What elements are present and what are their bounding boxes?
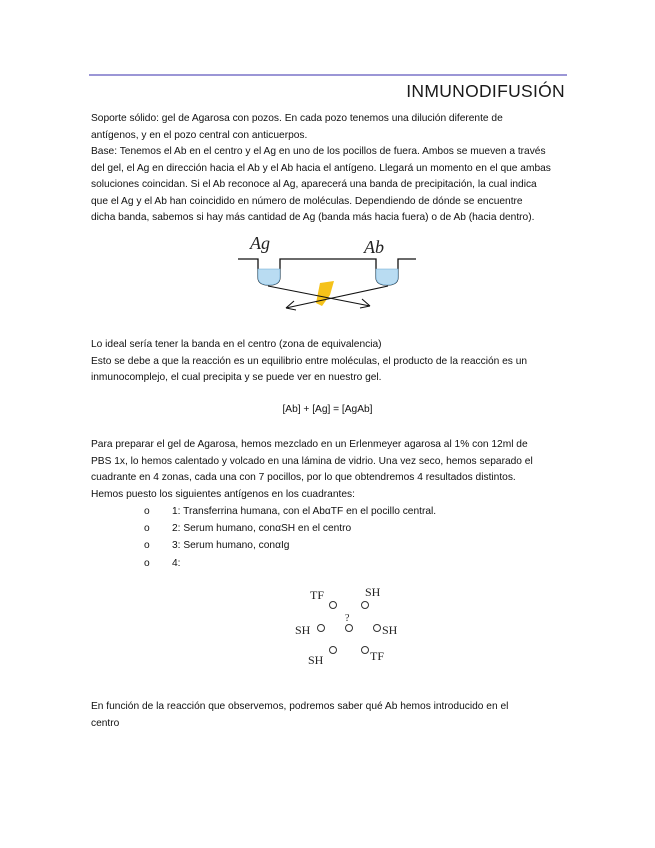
text-line: dicha banda, sabemos si hay más cantidad de Ag (banda más hacia fuera) o de Ab (hacia dentro). — [91, 212, 535, 224]
list-item — [144, 537, 436, 554]
diffusion-sketch — [236, 233, 418, 313]
bullet-icon: o — [144, 540, 150, 552]
well-circle — [317, 624, 325, 632]
text-line: En función de la reacción que observemos, podremos saber qué Ab hemos introducido en el — [91, 701, 509, 712]
text-line: del gel, el Ag en dirección hacia el Ab y el Ab hacia el antígeno. Llegará un momento en el que ambas — [91, 162, 551, 174]
precipitation-band — [316, 281, 334, 306]
list-item — [144, 520, 436, 537]
header-rule — [89, 74, 567, 76]
ideal-paragraph — [91, 337, 564, 387]
well-circle — [329, 601, 337, 609]
bullet-icon: o — [144, 557, 150, 569]
text-line: Hemos puesto los siguientes antígenos en los cuadrantes: — [91, 488, 355, 500]
text-line: que el Ag y el Ab han coincidido en número de moléculas. Dependiendo de dónde se encuentre — [91, 195, 523, 207]
list-item-text: 2: Serum humano, conαSH en el centro — [172, 523, 352, 535]
well-circle — [373, 624, 381, 632]
conclusion-paragraph — [91, 699, 564, 732]
well-label-sh: SH — [295, 623, 311, 637]
text-line: Esto se debe a que la reacción es un equilibrio entre moléculas, el producto de la reacción es un — [91, 355, 528, 367]
well-label-tf: TF — [310, 588, 325, 602]
well-label-sh: SH — [308, 653, 324, 667]
text-line: Soporte sólido: gel de Agarosa con pozos. En cada pozo tenemos una dilución diferente de — [91, 113, 503, 124]
center-well-label: ? — [345, 613, 350, 624]
text-line: cuadrante en 4 zonas, cada una con 7 pocillos, por lo que obtendremos 4 resultados distintos. — [91, 472, 516, 484]
text-line: Lo ideal sería tener la banda en el centro (zona de equivalencia) — [91, 339, 382, 350]
equation: [Ab] + [Ag] = [AgAb] — [282, 404, 373, 415]
text-line: Base: Tenemos el Ab en el centro y el Ag en uno de los pocillos de fuera. Ambos se mueven a través — [91, 146, 546, 157]
well-circle — [361, 601, 369, 609]
text-line: antígenos, y en el pozo central con anticuerpos. — [91, 129, 308, 141]
well-label-sh: SH — [382, 623, 398, 637]
ab-label: Ab — [364, 237, 384, 257]
antigen-list — [144, 503, 436, 572]
diffusion-arrow — [286, 286, 388, 308]
prep-paragraph — [91, 437, 564, 503]
center-well-circle — [345, 624, 353, 632]
arrow-head — [286, 301, 296, 310]
list-item-text: 1: Transferrina humana, con el AbαTF en el pocillo central. — [172, 506, 437, 517]
bullet-icon: o — [144, 523, 150, 535]
list-item-text: 4: — [172, 557, 181, 569]
bullet-icon: o — [144, 506, 150, 517]
text-line: soluciones coincidan. Si el Ab reconoce al Ag, aparecerá una banda de precipitación, la cual indica — [91, 179, 537, 191]
well-label-sh: SH — [365, 585, 381, 599]
text-line: Para preparar el gel de Agarosa, hemos mezclado en un Erlenmeyer agarosa al 1% con 12ml de — [91, 439, 528, 450]
ag-label: Ag — [250, 233, 270, 253]
list-item — [144, 555, 436, 572]
left-well-fluid — [258, 269, 280, 285]
list-item — [144, 503, 436, 520]
well-circle — [329, 646, 337, 654]
text-line: PBS 1x, lo hemos calentado y volcado en una lámina de vidrio. Una vez seco, hemos separado el — [91, 455, 533, 467]
well-layout-diagram — [290, 583, 420, 673]
text-line: centro — [91, 717, 120, 729]
page-title: INMUNODIFUSIÓN — [406, 81, 565, 101]
text-line: inmunocomplejo, el cual precipita y se puede ver en nuestro gel. — [91, 372, 382, 384]
well-label-tf: TF — [370, 649, 385, 663]
arrow-head — [360, 299, 370, 308]
intro-paragraph-1 — [91, 111, 564, 144]
right-well-fluid — [376, 269, 398, 285]
intro-paragraph-2 — [91, 144, 564, 227]
well-circle — [361, 646, 369, 654]
list-item-text: 3: Serum humano, conαIg — [172, 540, 290, 552]
